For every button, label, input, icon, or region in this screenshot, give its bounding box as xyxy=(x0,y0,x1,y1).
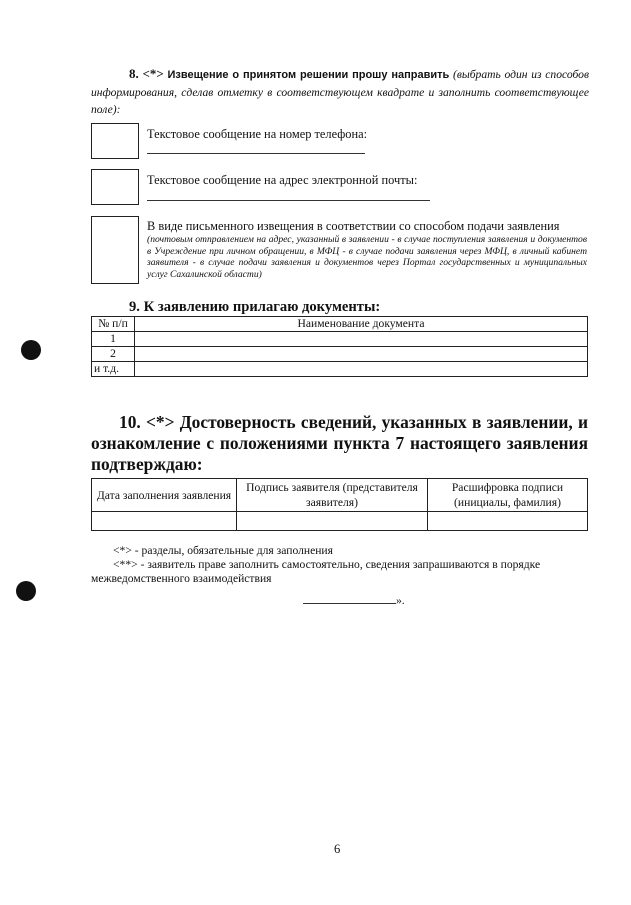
document-name-cell[interactable] xyxy=(135,347,588,362)
footnote-required: <*> - разделы, обязательные для заполнения xyxy=(113,544,333,557)
signature-table xyxy=(91,478,588,531)
phone-option-label: Текстовое сообщение на номер телефона: xyxy=(147,127,368,141)
section-9-title: 9. К заявлению прилагаю документы: xyxy=(129,299,381,315)
section-8-instruction: (выбрать один из способов информирования, сделав отметку в соответствующем квадрате и заполнить соответствующее поле): xyxy=(91,68,589,116)
footnote-optional: <**> - заявитель праве заполнить самостоятельно, сведения запрашиваются в порядке межведомственного взаимодействия xyxy=(91,558,541,585)
table-row xyxy=(92,347,588,362)
footnotes xyxy=(91,544,589,586)
section-10-text: 10. <*> Достоверность сведений, указанных в заявлении, и ознакомление с положениями пункта 7 настоящего заявления подтверждаю: xyxy=(91,412,588,474)
email-checkbox[interactable] xyxy=(91,169,139,205)
section-8-number: 8. xyxy=(129,66,139,81)
header-signature-decoding: Расшифровка подписи (инициалы, фамилия) xyxy=(428,479,588,512)
email-option-label: Текстовое сообщение на адрес электронной почты: xyxy=(147,173,418,187)
closing-blank xyxy=(303,593,396,604)
closing-quote: ». xyxy=(396,594,405,607)
punch-hole-bottom xyxy=(16,581,36,601)
header-date: Дата заполнения заявления xyxy=(92,479,237,512)
written-notice-label: В виде письменного извещения в соответствии со способом подачи заявления xyxy=(147,219,560,233)
email-input-line[interactable] xyxy=(147,200,430,201)
written-notice-option xyxy=(147,218,587,280)
documents-table-header xyxy=(92,317,588,332)
documents-table xyxy=(91,316,588,377)
signature-cell[interactable] xyxy=(237,512,428,531)
phone-checkbox[interactable] xyxy=(91,123,139,159)
table-row xyxy=(92,362,588,377)
written-notice-checkbox[interactable] xyxy=(91,216,139,284)
closing-line xyxy=(303,593,405,607)
section-8-bold-text: Извещение о принятом решении прошу направить xyxy=(167,69,450,81)
section-10-title xyxy=(91,412,588,475)
row-number: 1 xyxy=(92,332,135,347)
written-notice-note: (почтовым отправлением на адрес, указанный в заявлении - в случае поступления заявления и документов в Учреждение при личном обращении, в МФЦ - в случае подачи заявления через МФЦ, в личный кабинет заявителя - в случае подачи заявления и документов через Портал государственных и муниципальных услуг Сахалинской области) xyxy=(147,234,587,280)
document-name-cell[interactable] xyxy=(135,332,588,347)
signature-table-row xyxy=(92,512,588,531)
punch-hole-top xyxy=(21,340,41,360)
date-cell[interactable] xyxy=(92,512,237,531)
header-number: № п/п xyxy=(92,317,135,332)
page-number: 6 xyxy=(334,842,341,856)
table-row xyxy=(92,332,588,347)
header-document-name: Наименование документа xyxy=(135,317,588,332)
row-number: 2 xyxy=(92,347,135,362)
row-number: и т.д. xyxy=(92,362,135,377)
signature-decoding-cell[interactable] xyxy=(428,512,588,531)
section-8-heading xyxy=(91,65,589,118)
required-marker: <*> xyxy=(142,66,164,81)
header-signature: Подпись заявителя (представителя заявителя) xyxy=(237,479,428,512)
document-name-cell[interactable] xyxy=(135,362,588,377)
signature-table-header xyxy=(92,479,588,512)
phone-input-line[interactable] xyxy=(147,153,365,154)
